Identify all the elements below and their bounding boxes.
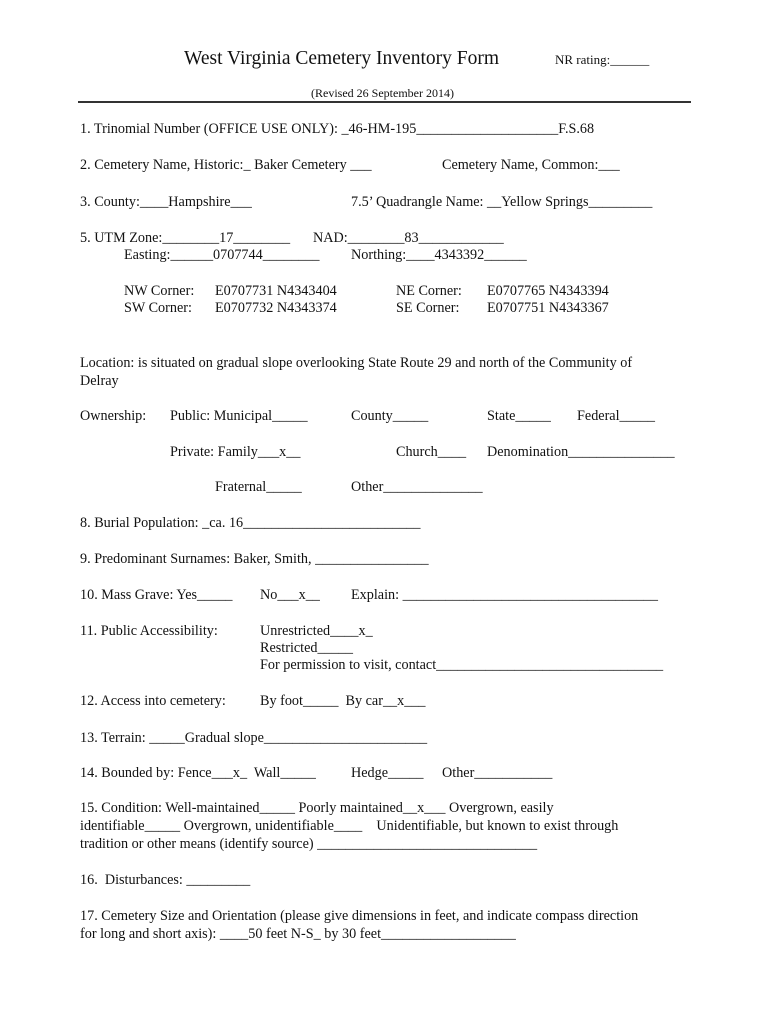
accessibility-unrestricted[interactable]: Unrestricted____x_: [260, 623, 373, 639]
ownership-other[interactable]: Other______________: [351, 479, 483, 495]
mass-grave-yes[interactable]: 10. Mass Grave: Yes_____: [80, 587, 233, 603]
terrain-field[interactable]: 13. Terrain: _____Gradual slope_______________________: [80, 730, 428, 746]
burial-population-field[interactable]: 8. Burial Population: _ca. 16_________________________: [80, 515, 421, 531]
se-corner-value[interactable]: E0707751 N4343367: [487, 300, 609, 316]
ownership-church[interactable]: Church____: [396, 444, 467, 460]
ne-corner-value[interactable]: E0707765 N4343394: [487, 283, 609, 299]
predominant-surnames-field[interactable]: 9. Predominant Surnames: Baker, Smith, ________________: [80, 551, 429, 567]
ownership-private-family[interactable]: Private: Family___x__: [170, 444, 301, 460]
ownership-public-municipal[interactable]: Public: Municipal_____: [170, 408, 308, 424]
accessibility-permission-contact[interactable]: For permission to visit, contact________________________________: [260, 657, 664, 673]
easting-field[interactable]: Easting:______0707744________: [124, 247, 320, 263]
quadrangle-name-field[interactable]: 7.5’ Quadrangle Name: __Yellow Springs_________: [351, 194, 653, 210]
cemetery-size-line-1[interactable]: 17. Cemetery Size and Orientation (please give dimensions in feet, and indicate compass direction: [80, 908, 639, 924]
northing-field[interactable]: Northing:____4343392______: [351, 247, 527, 263]
cemetery-name-historic-field[interactable]: 2. Cemetery Name, Historic:_ Baker Cemetery ___: [80, 157, 372, 173]
cemetery-name-common-field[interactable]: Cemetery Name, Common:___: [442, 157, 620, 173]
condition-line-3[interactable]: tradition or other means (identify source) _______________________________: [80, 836, 538, 852]
ownership-label: Ownership:: [80, 408, 147, 424]
ne-corner-label: NE Corner:: [396, 283, 462, 299]
se-corner-label: SE Corner:: [396, 300, 460, 316]
county-field[interactable]: 3. County:____Hampshire___: [80, 194, 252, 210]
revision-date: (Revised 26 September 2014): [311, 86, 454, 100]
location-line-1[interactable]: Location: is situated on gradual slope overlooking State Route 29 and north of the Community of: [80, 355, 633, 371]
condition-line-1[interactable]: 15. Condition: Well-maintained_____ Poorly maintained__x___ Overgrown, easily: [80, 800, 554, 816]
bounded-by-fence-wall[interactable]: 14. Bounded by: Fence___x_ Wall_____: [80, 765, 316, 781]
access-into-cemetery-values[interactable]: By foot_____ By car__x___: [260, 693, 426, 709]
ownership-fraternal[interactable]: Fraternal_____: [215, 479, 302, 495]
access-into-cemetery-label: 12. Access into cemetery:: [80, 693, 226, 709]
ownership-denomination[interactable]: Denomination_______________: [487, 444, 675, 460]
utm-zone-field[interactable]: 5. UTM Zone:________17________: [80, 230, 291, 246]
cemetery-size-line-2[interactable]: for long and short axis): ____50 feet N-S_ by 30 feet___________________: [80, 926, 516, 942]
bounded-by-other[interactable]: Other___________: [442, 765, 553, 781]
mass-grave-explain[interactable]: Explain: ____________________________________: [351, 587, 658, 603]
disturbances-field[interactable]: 16. Disturbances: _________: [80, 872, 251, 888]
location-line-2[interactable]: Delray: [80, 373, 119, 389]
ownership-federal[interactable]: Federal_____: [577, 408, 656, 424]
condition-line-2[interactable]: identifiable_____ Overgrown, unidentifiable____ Unidentifiable, but known to exist through: [80, 818, 619, 834]
nw-corner-value[interactable]: E0707731 N4343404: [215, 283, 337, 299]
accessibility-restricted[interactable]: Restricted_____: [260, 640, 353, 656]
ownership-state[interactable]: State_____: [487, 408, 551, 424]
nr-rating-field[interactable]: NR rating:______: [555, 52, 650, 67]
nad-field[interactable]: NAD:________83____________: [313, 230, 504, 246]
trinomial-number-field[interactable]: 1. Trinomial Number (OFFICE USE ONLY): _46-HM-195____________________F.S.68: [80, 121, 595, 137]
nw-corner-label: NW Corner:: [124, 283, 195, 299]
public-accessibility-label: 11. Public Accessibility:: [80, 623, 218, 639]
sw-corner-value[interactable]: E0707732 N4343374: [215, 300, 337, 316]
form-title: West Virginia Cemetery Inventory Form: [184, 48, 499, 69]
bounded-by-hedge[interactable]: Hedge_____: [351, 765, 424, 781]
mass-grave-no[interactable]: No___x__: [260, 587, 320, 603]
ownership-county[interactable]: County_____: [351, 408, 429, 424]
header-divider: [78, 101, 691, 103]
sw-corner-label: SW Corner:: [124, 300, 192, 316]
